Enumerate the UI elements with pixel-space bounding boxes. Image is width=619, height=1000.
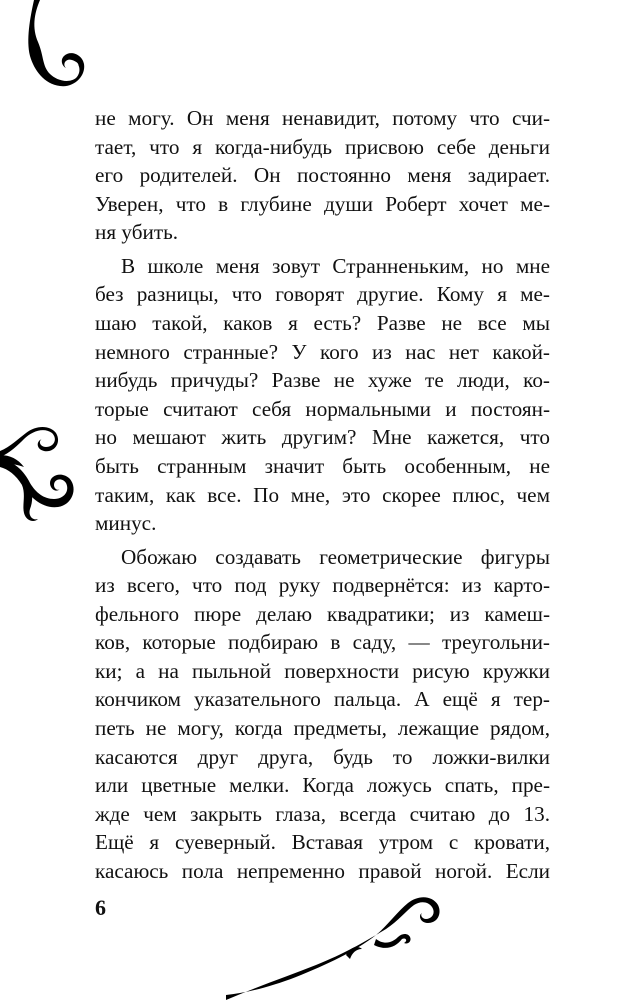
text-line: шаю такой, каков я есть? Разве не все мы bbox=[95, 310, 550, 335]
text-line: Ещё я суеверный. Вставая утром с кровати, bbox=[95, 830, 550, 855]
text-line: касаются друг друга, будь то ложки-вилки bbox=[95, 744, 550, 769]
text-line: Обожаю создавать геометрические фигуры bbox=[121, 544, 550, 569]
text-line: или цветные мелки. Когда ложусь спать, пре- bbox=[95, 773, 550, 798]
text-line: касаюсь пола непременно правой ногой. Если bbox=[95, 859, 550, 884]
text-line: быть странным значит быть особенным, не bbox=[95, 453, 550, 478]
text-line: ки; а на пыльной поверхности рисую кружки bbox=[95, 658, 550, 683]
text-line: из всего, что под руку подвернётся: из карто- bbox=[95, 573, 550, 598]
text-line: петь не могу, когда предметы, лежащие рядом, bbox=[95, 716, 550, 741]
vine-ornament-left bbox=[0, 425, 80, 535]
text-line: без разницы, что говорят другие. Кому я ме- bbox=[95, 282, 550, 307]
text-line: его родителей. Он постоянно меня задирает. bbox=[95, 163, 550, 188]
paragraph-2 bbox=[95, 252, 550, 538]
paragraph-1 bbox=[95, 104, 550, 247]
text-line: минус. bbox=[95, 511, 157, 536]
text-line: ков, которые подбираю в саду, — треугольни- bbox=[95, 630, 550, 655]
text-line: таким, как все. По мне, это скорее плюс, чем bbox=[95, 482, 550, 507]
paragraph-3 bbox=[95, 543, 550, 886]
text-line: тает, что я когда-нибудь присвою себе деньги bbox=[95, 134, 550, 159]
text-line: В школе меня зовут Странненьким, но мне bbox=[121, 253, 550, 278]
text-line: Уверен, что в глубине души Роберт хочет ме- bbox=[95, 191, 550, 216]
text-line: немного странные? У кого из нас нет какой- bbox=[95, 339, 550, 364]
text-line: не могу. Он меня ненавидит, потому что счи- bbox=[95, 106, 550, 130]
text-line: торые считают себя нормальными и постоян- bbox=[95, 396, 550, 421]
body-text bbox=[95, 104, 550, 886]
text-line: но мешают жить другим? Мне кажется, что bbox=[95, 425, 550, 450]
text-line: кончиком указательного пальца. А ещё я тер- bbox=[95, 687, 550, 712]
text-line: ня убить. bbox=[95, 220, 179, 245]
page-number: 6 bbox=[95, 895, 106, 920]
text-line: фельного пюре делаю квадратики; из камеш- bbox=[95, 601, 550, 626]
vine-ornament-top bbox=[22, 0, 92, 95]
text-line: нибудь причуды? Разве не хуже те люди, ко- bbox=[95, 368, 550, 393]
text-line: жде чем закрыть глаза, всегда считаю до 13. bbox=[95, 801, 550, 826]
vine-ornament-bottom bbox=[226, 895, 456, 1000]
